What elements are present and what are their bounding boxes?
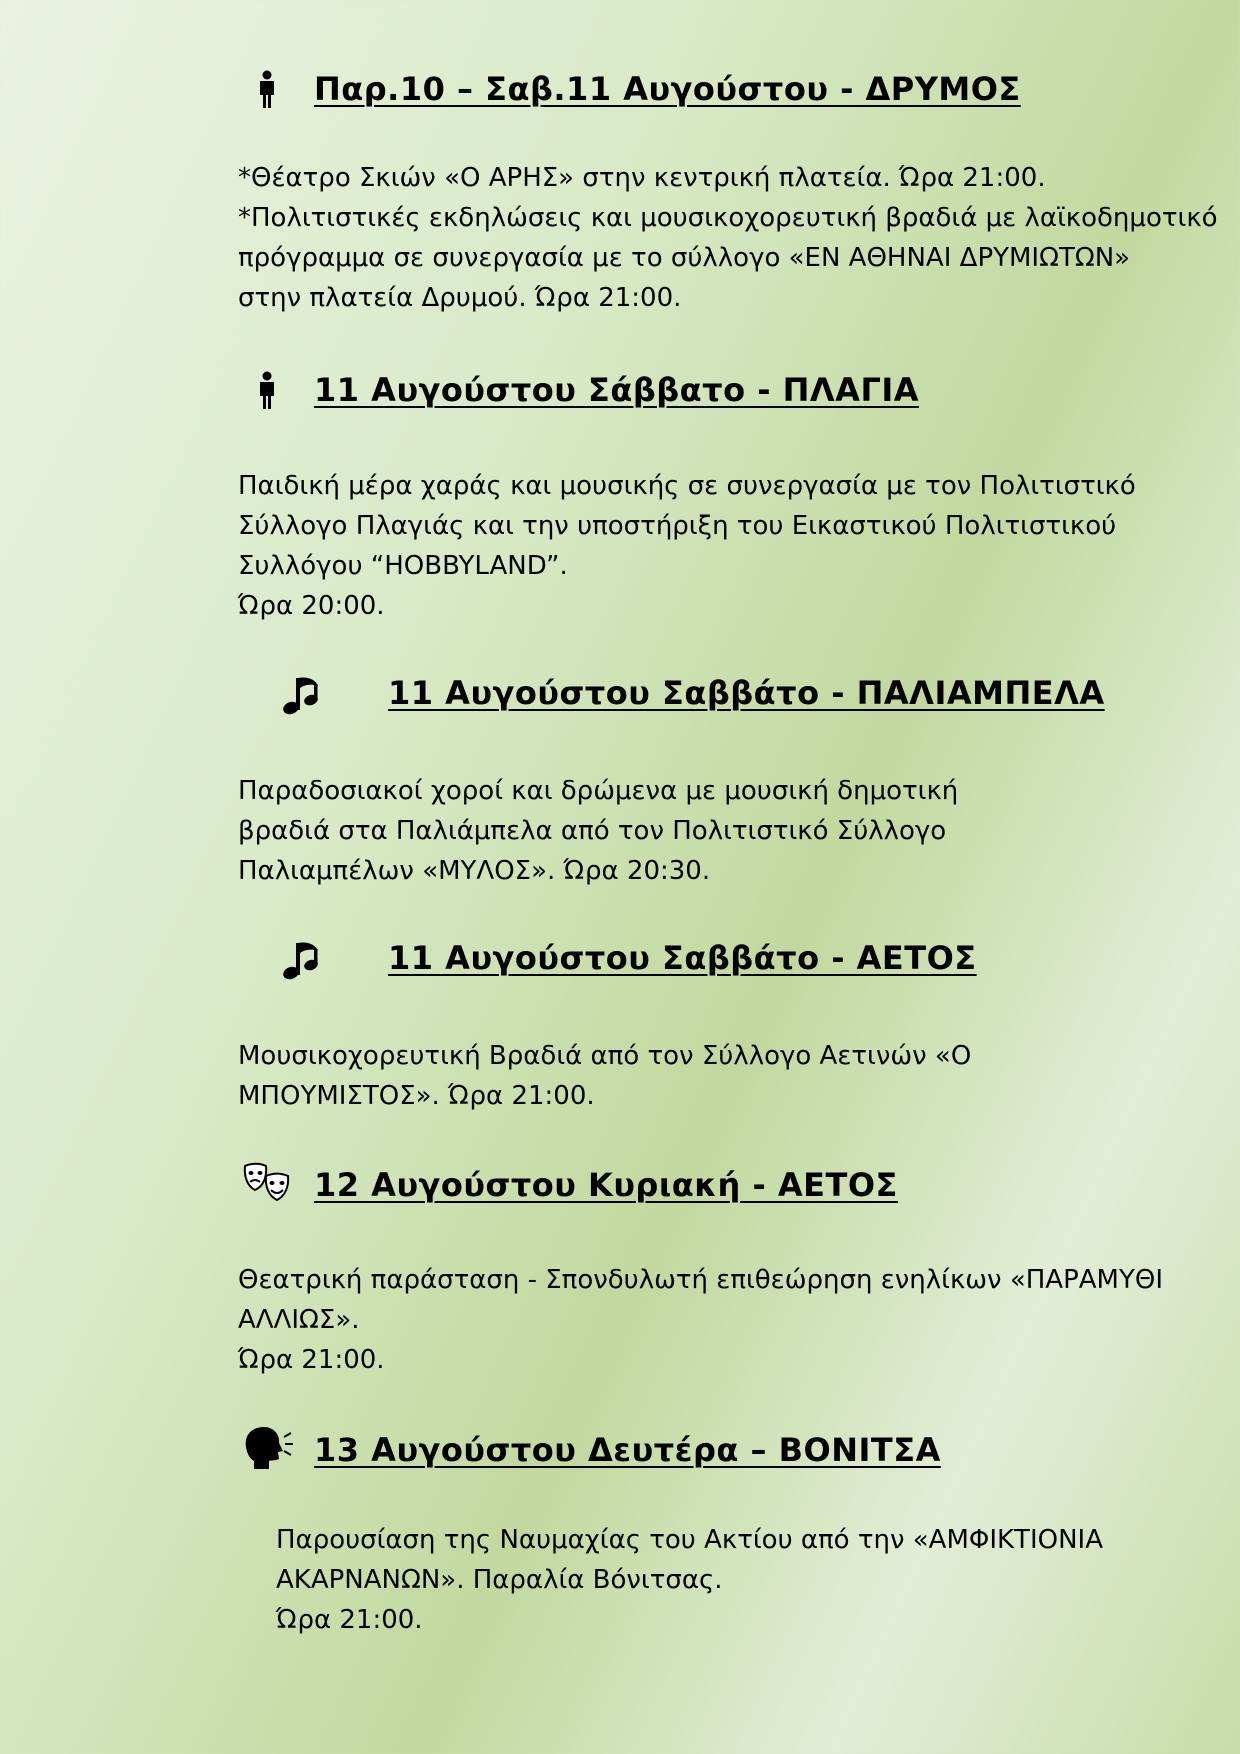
music-note-icon	[282, 937, 322, 985]
person-icon	[256, 70, 278, 114]
event-title: 11 Αυγούστου Σαββάτο - ΠΑΛΙΑΜΠΕΛΑ	[388, 674, 1105, 712]
event-heading	[282, 939, 977, 977]
event-heading	[256, 70, 1021, 108]
event-description: Μουσικοχορευτική Βραδιά από τον Σύλλογο Αετινών «Ο ΜΠΟΥΜΙΣΤΟΣ». Ώρα 21:00.	[238, 1041, 972, 1111]
event-title: 13 Αυγούστου Δευτέρα – ΒΟΝΙΤΣΑ	[314, 1431, 941, 1469]
event-heading	[242, 1431, 941, 1469]
event-title: Παρ.10 – Σαβ.11 Αυγούστου - ΔΡΥΜΟΣ	[314, 70, 1021, 108]
event-description: *Θέατρο Σκιών «Ο ΑΡΗΣ» στην κεντρική πλατεία. Ώρα 21:00. *Πολιτιστικές εκδηλώσεις και μουσικοχορευτική βραδιά με λαϊκοδημοτικό πρόγραμμα σε συνεργασία με το σύλλογο «ΕΝ ΑΘΗΝΑΙ ΔΡΥΜΙΩΤΩΝ» στην πλατεία Δρυμού. Ώρα 21:00.	[238, 163, 1218, 313]
event-description: Παραδοσιακοί χοροί και δρώμενα με μουσική δημοτική βραδιά στα Παλιάμπελα από τον Πολιτιστικό Σύλλογο Παλιαμπέλων «ΜΥΛΟΣ». Ώρα 20:30.	[238, 776, 959, 886]
theater-masks-icon	[242, 1162, 294, 1210]
music-note-icon	[282, 672, 322, 720]
event-heading	[282, 674, 1105, 712]
event-description: Παιδική μέρα χαράς και μουσικής σε συνεργασία με τον Πολιτιστικό Σύλλογο Πλαγιάς και την υποστήριξη του Εικαστικού Πολιτιστικού Συλλόγου “HOBBYLAND”. Ώρα 20:00.	[238, 471, 1136, 621]
event-heading	[256, 371, 919, 409]
event-title: 11 Αυγούστου Σάββατο - ΠΛΑΓΙΑ	[314, 371, 919, 409]
speaking-head-icon	[242, 1425, 294, 1475]
event-description: Παρουσίαση της Ναυμαχίας του Ακτίου από την «ΑΜΦΙΚΤΙΟΝΙΑ ΑΚΑΡΝΑΝΩΝ». Παραλία Βόνιτσας. Ώρα 21:00.	[276, 1525, 1103, 1635]
person-icon	[256, 371, 278, 415]
event-description: Θεατρική παράσταση - Σπονδυλωτή επιθεώρηση ενηλίκων «ΠΑΡΑΜΥΘΙ ΑΛΛΙΩΣ». Ώρα 21:00.	[238, 1265, 1163, 1375]
event-title: 11 Αυγούστου Σαββάτο - ΑΕΤΟΣ	[388, 939, 977, 977]
event-title: 12 Αυγούστου Κυριακή - ΑΕΤΟΣ	[314, 1166, 898, 1204]
event-heading	[242, 1166, 898, 1204]
